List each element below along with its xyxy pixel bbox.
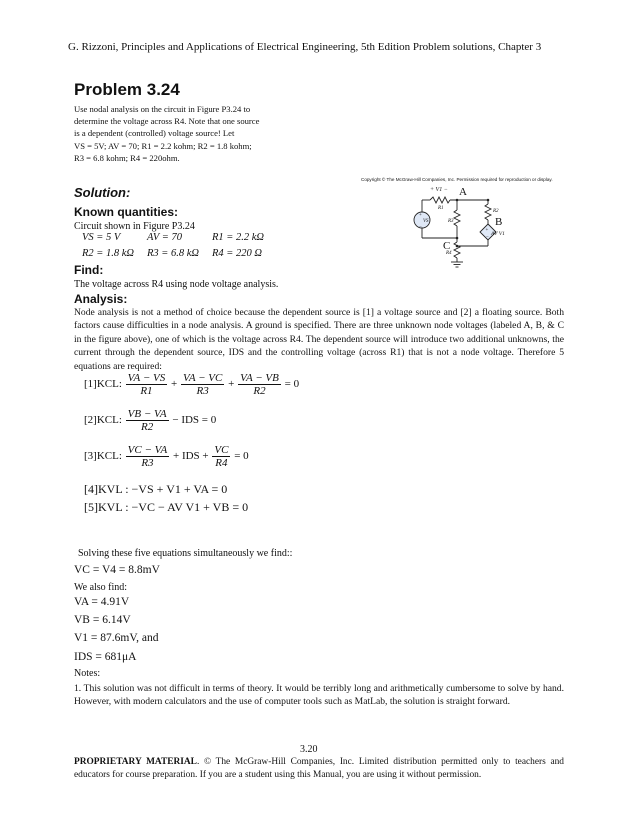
node-c-label: C <box>443 240 451 252</box>
fraction <box>238 372 281 397</box>
equation-label: [1]KCL: <box>84 378 122 391</box>
fraction <box>126 372 168 397</box>
fraction <box>126 444 170 469</box>
numerator: VA − VS <box>127 372 166 384</box>
vs-plus-sign: + <box>419 213 422 218</box>
equation-4: [4]KVL : −VS + V1 + VA = 0 <box>84 482 228 496</box>
solution-heading: Solution: <box>74 185 131 200</box>
known-row-2 <box>82 248 262 259</box>
results-intro: Solving these five equations simultaneously we find:: <box>78 548 293 559</box>
r2-label: R2 <box>493 209 499 214</box>
known-value: AV = 70 <box>147 232 182 243</box>
known-row-1 <box>82 232 264 243</box>
footer-lead: PROPRIETARY MATERIAL <box>74 757 197 767</box>
node-a-label: A <box>459 186 467 198</box>
known-value: VS = 5 V <box>82 232 121 243</box>
equation-rhs: = 0 <box>284 378 300 391</box>
result-v1: V1 = 87.6mV, and <box>74 632 159 644</box>
problem-line: VS = 5V; AV = 70; R1 = 2.2 kohm; R2 = 1.8 kohm; <box>74 140 252 151</box>
denominator: R1 <box>140 385 153 397</box>
notes-text: 1. This solution was not difficult in terms of theory. It would be terribly long and arithmetically cumbersome to solve by hand. However, with modern calculators and the use of computer tools such as MatLab, the solution is straight forward. <box>74 683 564 708</box>
fraction <box>212 444 230 469</box>
r4-label: R4 <box>446 251 452 256</box>
equation-1: [1]KCL: $\frac{VA - VS}{R1}$ + $\frac{VA - VC}{R3}$ + $\frac{VA - VB}{R2}$ = 0 <box>84 372 300 397</box>
fraction <box>181 372 224 397</box>
problem-statement <box>74 103 304 164</box>
equation-rest: − IDS = 0 <box>172 414 217 427</box>
numerator: VB − VA <box>127 408 167 420</box>
r3-label: R3 <box>448 219 454 224</box>
denominator: R4 <box>215 457 228 469</box>
dep-plus-sign: + <box>485 228 489 233</box>
result-vc: VC = V4 = 8.8mV <box>74 564 160 576</box>
numerator: VC − VA <box>127 444 168 456</box>
vs-minus-sign: − <box>419 225 422 230</box>
equation-5: [5]KVL : −VC − AV V1 + VB = 0 <box>84 500 249 514</box>
analysis-text: Node analysis is not a method of choice because the dependent source is [1] a voltage source and [2] a floating source. Both factors cause difficulties in a node analysis. A ground is specified. There are three unknown node voltages (labeled A, B, & C in the figure above), one of which is the voltage across R4. The dependent source will introduce two additional unknowns, the current through the dependent source, IDS and the controlling voltage (across R1) that is not a node voltage. Therefore 5 equations are required: <box>74 307 564 372</box>
equation-mid: + IDS + <box>173 450 209 463</box>
known-value: R1 = 2.2 kΩ <box>212 232 265 243</box>
footer-text: . © The McGraw-Hill Companies, Inc. Limited distribution permitted only to teachers and educators for course preparation. If you are a student using this Manual, you are using it without permission. <box>74 757 564 780</box>
equation-label: [3]KCL: <box>84 450 122 463</box>
figure-copyright: Copyright © The McGraw-Hill Companies, Inc. Permission required for reproduction or display. <box>361 177 553 182</box>
circuit-diagram <box>392 182 517 270</box>
equation-rhs: = 0 <box>234 450 249 463</box>
running-header: G. Rizzoni, Principles and Applications of Electrical Engineering, 5th Edition Problem solutions, Chapter 3 <box>68 41 542 53</box>
dep-minus-sign: − <box>486 235 489 240</box>
fraction <box>126 408 169 433</box>
equation-label: [2]KCL: <box>84 414 122 427</box>
problem-title: Problem 3.24 <box>74 80 180 99</box>
numerator: VA − VB <box>240 372 279 384</box>
numerator: VA − VC <box>182 372 223 384</box>
dependent-source-label: AV V1 <box>491 231 505 237</box>
v1-label: + V1 − <box>430 187 448 193</box>
denominator: R2 <box>253 385 266 397</box>
result-va: VA = 4.91V <box>74 596 130 608</box>
problem-line: R3 = 6.8 kohm; R4 = 220ohm. <box>74 152 180 163</box>
known-heading: Known quantities: <box>74 205 178 219</box>
notes-heading: Notes: <box>74 668 101 679</box>
equation-2 <box>84 408 216 433</box>
result-ids: IDS = 681μA <box>74 651 137 663</box>
footer-notice <box>74 756 564 782</box>
known-value: R2 = 1.8 kΩ <box>82 248 135 259</box>
r1-label: R1 <box>438 206 444 211</box>
denominator: R3 <box>141 457 154 469</box>
numerator: VC <box>214 444 229 456</box>
node-b-label: B <box>495 216 503 228</box>
find-text: The voltage across R4 using node voltage analysis. <box>74 279 279 290</box>
problem-line: determine the voltage across R4. Note that one source <box>74 116 260 127</box>
known-text: Circuit shown in Figure P3.24 <box>74 221 195 232</box>
analysis-heading: Analysis: <box>74 292 128 306</box>
problem-line: Use nodal analysis on the circuit in Figure P3.24 to <box>74 104 251 114</box>
find-heading: Find: <box>74 263 104 277</box>
known-value: R4 = 220 Ω <box>212 248 262 259</box>
results-also: We also find: <box>74 582 128 593</box>
problem-line: is a dependent (controlled) voltage source! Let <box>74 128 235 139</box>
result-vb: VB = 6.14V <box>74 614 131 626</box>
vs-label: VS <box>423 219 429 224</box>
denominator: R3 <box>196 385 209 397</box>
equation-3 <box>84 444 249 469</box>
denominator: R2 <box>141 421 154 433</box>
page-number: 3.20 <box>300 744 318 755</box>
known-value: R3 = 6.8 kΩ <box>147 248 200 259</box>
